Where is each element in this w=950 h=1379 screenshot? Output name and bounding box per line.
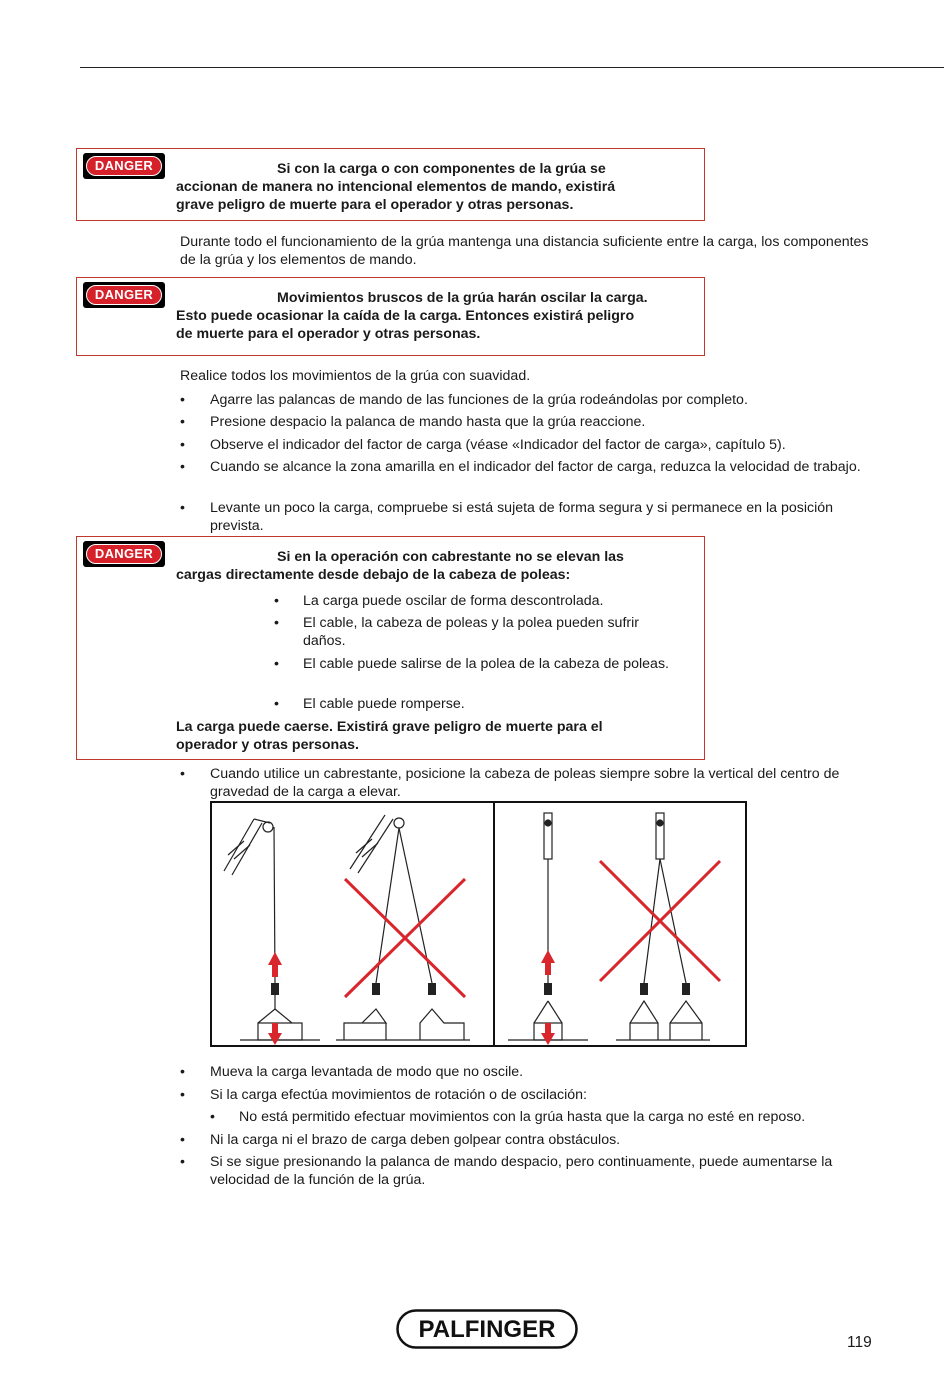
danger-box-3 — [76, 536, 705, 760]
danger-box-2 — [76, 277, 705, 356]
danger-footer-3: La carga puede caerse. Existirá grave peligro de muerte para el operador y otras personas. — [176, 719, 603, 753]
danger-list-item: • El cable, la cabeza de poleas y la polea pueden sufrir daños. — [274, 615, 639, 649]
danger-badge: DANGER — [83, 282, 165, 308]
list-item: • Ni la carga ni el brazo de carga deben golpear contra obstáculos. — [180, 1132, 621, 1148]
page-number: 119 — [847, 1334, 872, 1351]
paragraph-smooth: Realice todos los movimientos de la grúa con suavidad. — [180, 368, 531, 384]
paragraph-distance: Durante todo el funcionamiento de la grúa mantenga una distancia suficiente entre la carga, los componentes de la grúa y los elementos de mando. — [180, 234, 869, 268]
danger-badge: DANGER — [83, 153, 165, 179]
list-item-sub: • No está permitido efectuar movimientos con la grúa hasta que la carga no esté en reposo. — [210, 1109, 806, 1125]
list-item: • Si se sigue presionando la palanca de mando despacio, pero continuamente, puede aumentarse la velocidad de la función de la grúa. — [180, 1154, 833, 1188]
list-item: • Cuando utilice un cabrestante, posicione la cabeza de poleas siempre sobre la vertical del centro de gravedad de la carga a elevar. — [180, 766, 840, 800]
list-item: • Presione despacio la palanca de mando hasta que la grúa reaccione. — [180, 414, 646, 430]
header-rule — [80, 67, 944, 68]
danger-text-1: Si con la carga o con componentes de la grúa se accionan de manera no intencional elementos de mando, existirá grave peligro de muerte para el operador y otras personas. — [176, 161, 616, 213]
winch-positioning-figure — [210, 801, 747, 1047]
danger-list-item: • El cable puede romperse. — [274, 696, 465, 712]
danger-list-item: • El cable puede salirse de la polea de la cabeza de poleas. — [274, 656, 669, 672]
list-item: • Mueva la carga levantada de modo que no oscile. — [180, 1064, 524, 1080]
svg-text:PALFINGER: PALFINGER — [418, 1316, 556, 1343]
danger-box-1 — [76, 148, 705, 221]
danger-list-item: • La carga puede oscilar de forma descontrolada. — [274, 593, 604, 609]
list-item: • Levante un poco la carga, compruebe si está sujeta de forma segura y si permanece en la posición prevista. — [180, 500, 834, 534]
danger-badge: DANGER — [83, 541, 165, 567]
list-item: • Si la carga efectúa movimientos de rotación o de oscilación: — [180, 1087, 587, 1103]
list-item: • Cuando se alcance la zona amarilla en el indicador del factor de carga, reduzca la velocidad de trabajo. — [180, 459, 861, 475]
palfinger-logo — [396, 1309, 578, 1349]
list-item: • Agarre las palancas de mando de las funciones de la grúa rodeándolas por completo. — [180, 392, 748, 408]
danger-text-2: Movimientos bruscos de la grúa harán oscilar la carga. Esto puede ocasionar la caída de la carga. Entonces existirá peligro de muerte para el operador y otras personas. — [176, 290, 648, 342]
danger-text-3: Si en la operación con cabrestante no se elevan las cargas directamente desde debajo de la cabeza de poleas: — [176, 549, 624, 583]
list-item: • Observe el indicador del factor de carga (véase «Indicador del factor de carga», capítulo 5). — [180, 437, 786, 453]
hook-block — [544, 983, 552, 995]
